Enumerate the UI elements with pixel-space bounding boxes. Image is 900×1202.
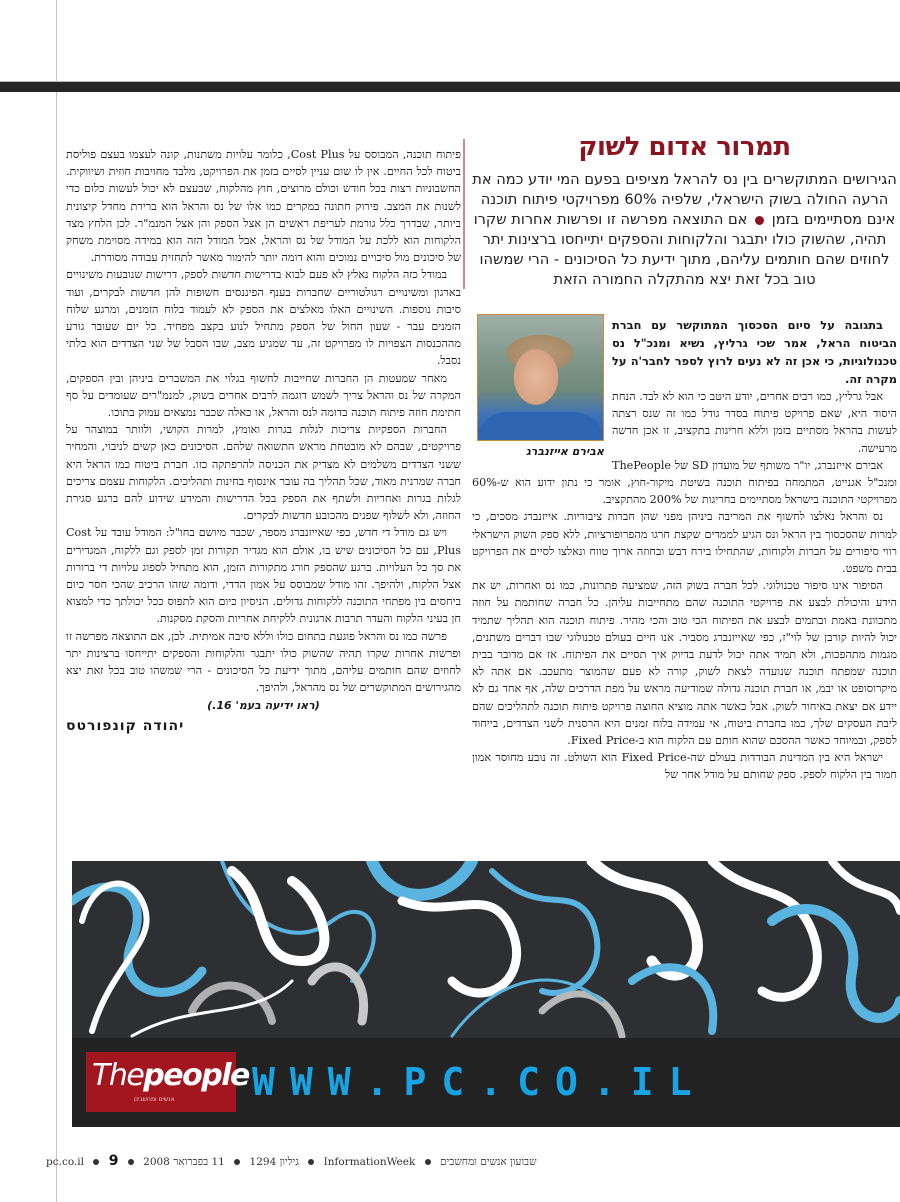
paragraph: במודל כזה הלקוח נאלץ לא פעם לבוא בדרישות חדשות לספק, דרישות שנובעות משינויים בארגון ומשינויים רגולטוריים שחברות בענף הפיננסים חשופות להן חדשות לבקרים, ועוד סיבות נוספות. השינויים האלו מאלצים את הספק לא לעמוד בלוח הזמנים, ומרגע שלוח הזמנים עבר - שעון החול של הספק מתחיל לנוע בקצב מפחיד. כל יום שעובר גורע מההכנסות הצפויות לו מפרויקט זה, עד שמגיע מצב, שבו הסבל של שני הצדדים הוא בלתי נסבל. <box>66 268 461 368</box>
paragraph: פיתוח תוכנה, המבוסס על Cost Plus, כלומר עלויות משתנות, קונה לעצמו בעצם פוליסת ביטוח לכל החיים. אין לו שום עניין לסיים בזמן את הפרויקט, מלבד מחויבות חוזית ושיווקית. החשבוניות רצות בכל חודש וכולם מרוצים, חוץ מהלקוח, שבעצם לא יכול לעשות כלום כדי לשנות את המצב. פירוק חתונה במקרים כמו אלו של נס והראל הוא ברירת מחדל קיצונית ביותר, שבדרך כלל גורמת לעריפת ראשים הן אצל הספק והן אצל המנמ"ר. לכן הלחץ מצד הלקוחות הוא ללכת על המודל של נס והראל, אבל המודל הזה הוא במידה מסוימת משחק של סיכונים מול סיכויים נמוכים והוא דומה יותר להימור מאשר לתחזית עבודה מסודרת. <box>66 148 461 265</box>
logo-tagline: אנשים ומחשבים <box>134 1096 175 1103</box>
see-also-note: (ראו ידיעה בעמ' 16.) <box>207 698 320 712</box>
article-subtitle <box>472 170 897 290</box>
advertisement-banner[interactable] <box>72 861 900 1127</box>
photo-caption: אבירם אייזנברג <box>525 445 604 458</box>
thepeople-logo[interactable] <box>86 1052 249 1112</box>
footer-publication: שבועון אנשים ומחשבים <box>440 1156 537 1168</box>
left-column <box>66 146 461 734</box>
ad-footer-band <box>72 1038 900 1127</box>
portrait-photo <box>477 314 604 441</box>
left-body <box>66 146 461 697</box>
column-divider <box>463 139 465 289</box>
subtitle-part-1: הגירושים המתוקשרים בין נס להראל מציפים בפעם המי יודע כמה את הרעה החולה בשוק הישראלי, שלפיה 60% מפרויקטי פיתוח תוכנה אינם מסתיימים בזמן <box>472 171 897 228</box>
bullet-icon <box>93 1159 99 1165</box>
margin-rule <box>56 0 57 1202</box>
paragraph: הסיפור אינו סיפור טכנולוגי. לכל חברה בשוק הזה, שמציעה פתרונות, כמו נס ואחרות, יש את הידע והיכולת לבצע את פרויקטי התוכנה שהם מתחייבות עליהן. כל חברה שחותמת על חוזה מתכוונת באמת ובתמים לבצע את הפיתוח הכי טוב והכי מהיר. פיתוח תוכנה הוא תהליך שתמיד יכול להיות קורבן של לוי"ז, כפי שאייזנברג מסביר. אנו חיים בעולם טכנולוגי שבו דברים משתנים, מגמות מתהפכות, ולא תמיד אתה יכול לדעת בדיוק איך תסיים את הפיתוח. אז אם מדובר בבית תוכנה שמפתח תוכנה שנועדה לצאת לשוק, קורה לא פעם שהמוצר מתעכב. אם אתה לא מיקרוסופט או יבמ, או חברת תוכנה גדולה שמודיעה מראש על מפת הדרכים שלה, אף אחד גם לא יידע אם יצאת באיחור לשוק. אבל כאשר אתה מוציא החוצה פרויקט פיתוח תוכנה לתהליכים שהם ליבת העסקים שלך, כמו בחברת ביטוח, אי עמידה בלוח זמנים היא הרסנית לשני הצדדים, בייחוד לספק, ובמיוחד כאשר ההסכם שהוא חותם עם הלקוח הוא ב-Fixed Price. <box>472 579 897 748</box>
top-bar <box>0 81 900 92</box>
decorative-swirl-pattern <box>72 861 900 1041</box>
subtitle-part-2: אם התוצאה מפרשה זו ופרשות אחרות שקרו תהיה, שהשוק כולו יתבגר והלקוחות והספקים יתייחסו ברצינות יתר לחוזים שהם חותמים עליהם, מתוך ידיעת כל הסיכונים - הרי שמשהו טוב בכל זאת יצא מהתקלה החמורה הזאת <box>473 211 890 288</box>
right-column <box>472 130 897 784</box>
paragraph: מאחר שמעטות הן החברות שחייבות לחשוף בגלוי את המשברים ביניהן ובין הספקים, המקרה של נס והראל צריך לשמש דוגמה לרבים אחרים בשוק, למנמ"רים שעומדים על סף חתימת חוזה פיתוח תוכנה בדומה לנס והראל, או כאלה שכבר נמצאים עמוק בתוכו. <box>66 371 461 420</box>
bullet-icon <box>425 1159 431 1165</box>
paragraph: פרשה כמו נס והראל פוגעת בתחום כולו וללא סיבה אמיתית. לכן, אם התוצאה מפרשה זו ופרשות אחרות שקרו תהיה שהשוק כולו יתבגר והלקוחות והספקים יתייחסו ברצינות יתר לחוזים שהם חותמים עליהם, מתוך ידיעת כל הסיכונים - הרי שמשהו טוב בכל זאת יצא מהגירושים המתוקשרים של נס מהראל, ולהיפך. <box>66 629 461 695</box>
paragraph: אבירם אייזנברג, יו"ר משותף של מועדון SD של ThePeople ומנכ"ל אגנייט, המתמחה בפיתוח תוכנה בשיטת מיקור-חוץ, אומר כי נתון ידוע הוא ש-60% מפרויקטי התוכנה בישראל מסתיימים בחריגות של 200% מהתקציב. <box>472 458 897 507</box>
bullet-icon <box>234 1159 240 1165</box>
author-byline: יהודה קונפורטס <box>66 717 185 734</box>
footer-date: 11 בפברואר 2008 <box>143 1156 225 1168</box>
paragraph: נס והראל נאלצו לחשוף את המריבה ביניהן מפני שהן חברות ציבוריות. אייזנברג מסכים, כי למרות שהסכסוך בין הראל ונס הגיע לממדים שקצת חרגו מהפרופורציות, ללא ספק השוק הישראלי רווי סיפורים על חברות ולקוחות, שהתחילו בירח דבש ובחוזה ארוך טווח ונאלצו לסיים את הפרויקט בבית משפט. <box>472 510 897 576</box>
bullet-icon <box>308 1159 314 1165</box>
page-number: 9 <box>108 1153 119 1169</box>
footer-issue: גיליון 1294 <box>249 1156 299 1168</box>
paragraph: ויש גם מודל די חדש, כפי שאייזנברג מספר, שכבר מיושם בחו"ל: המודל עובד על Cost Plus, עם כל הסיכונים שיש בו, אולם הוא מגדיר תקורות זמן לספק וגם ללקוח, המגדירים את סך כל העלויות. ברגע שהספק חורג מתקורות הזמן, הוא מתחיל לספוג עלויות די ברורות אצל הלקוח, ולהיפך. זהו מודל שמבוסס על אמון הדדי, ודומה שזהו הרכיב שהכי חסר כיום ביחסים בין מפתחי התוכנה ללקוחות גדולים. הניסיון כיום הוא לתפוס ככל יכולתך כדי למצוא חן בעיני הלקוח והעדר תרבות ארגונית ללקיחת אחריות והסקת מסקנות. <box>66 526 461 626</box>
footer-magazine: InformationWeek <box>323 1156 416 1168</box>
paragraph: אבל גרליץ, כמו רבים אחרים, יודע היטב כי הוא לא לבד. הנחת היסוד היא, שאם פרויקט פיתוח בסדר גודל כמו זה שנס רצתה לעשות בהראל מסתיים בזמן וללא חריגות בתקציב, זו אכן חדשה מרעישה. <box>612 390 897 455</box>
paragraph: ישראל היא בין המדינות הבודדות בעולם שה-Fixed Price הוא השולט. זה נובע מחוסר אמון חמור בין הלקוח לספק. ספק שחותם על מודל אחר של <box>472 751 897 782</box>
lead-paragraph: בתגובה על סיום הסכסוך המתוקשר עם חברת הביטוח הראל, אמר שכי גרליץ, נשיא ומנכ"ל נס טכנולוגיות, כי אכן זה לא נעים לרוץ לספר לחבר'ה על מקרה זה. <box>612 318 897 386</box>
article-title: תמרור אדום לשוק <box>578 132 791 162</box>
ad-url-link[interactable]: WWW.PC.CO.IL <box>252 1060 707 1104</box>
logo-people: people <box>143 1058 249 1093</box>
bullet-icon <box>755 216 764 225</box>
logo-the: The <box>92 1058 144 1093</box>
bullet-icon <box>128 1159 134 1165</box>
page-footer <box>46 1153 900 1169</box>
photo-figure <box>472 314 604 458</box>
footer-site[interactable]: pc.co.il <box>46 1156 85 1168</box>
paragraph: החברות הספקיות צריכות לגלות בגרות ואומץ, למרות הקושי, ולוותר במוצהר על פרויקטים, שבהם לא מובטחת מראש התשואה שלהם. הסיכונים כאן קשים לניבוי, והמחיר ששני הצדדים משלמים לא מצדיק את הכניסה להרפתקה כזו. חברת ביטוח כמו הראל היא חברה שמרנית מאוד, שכל תהליך בה עובר אינסוף בחינות ותהליכים. הלקוחות עצמם צריכים לגלות בגרות ואחריות ולשתף את הספק בכל הדרישות והמידע שידוע להם ברגע סגירת החוזה, ולא לשלוף שפנים מהכובע חדשות לבקרים. <box>66 423 461 523</box>
